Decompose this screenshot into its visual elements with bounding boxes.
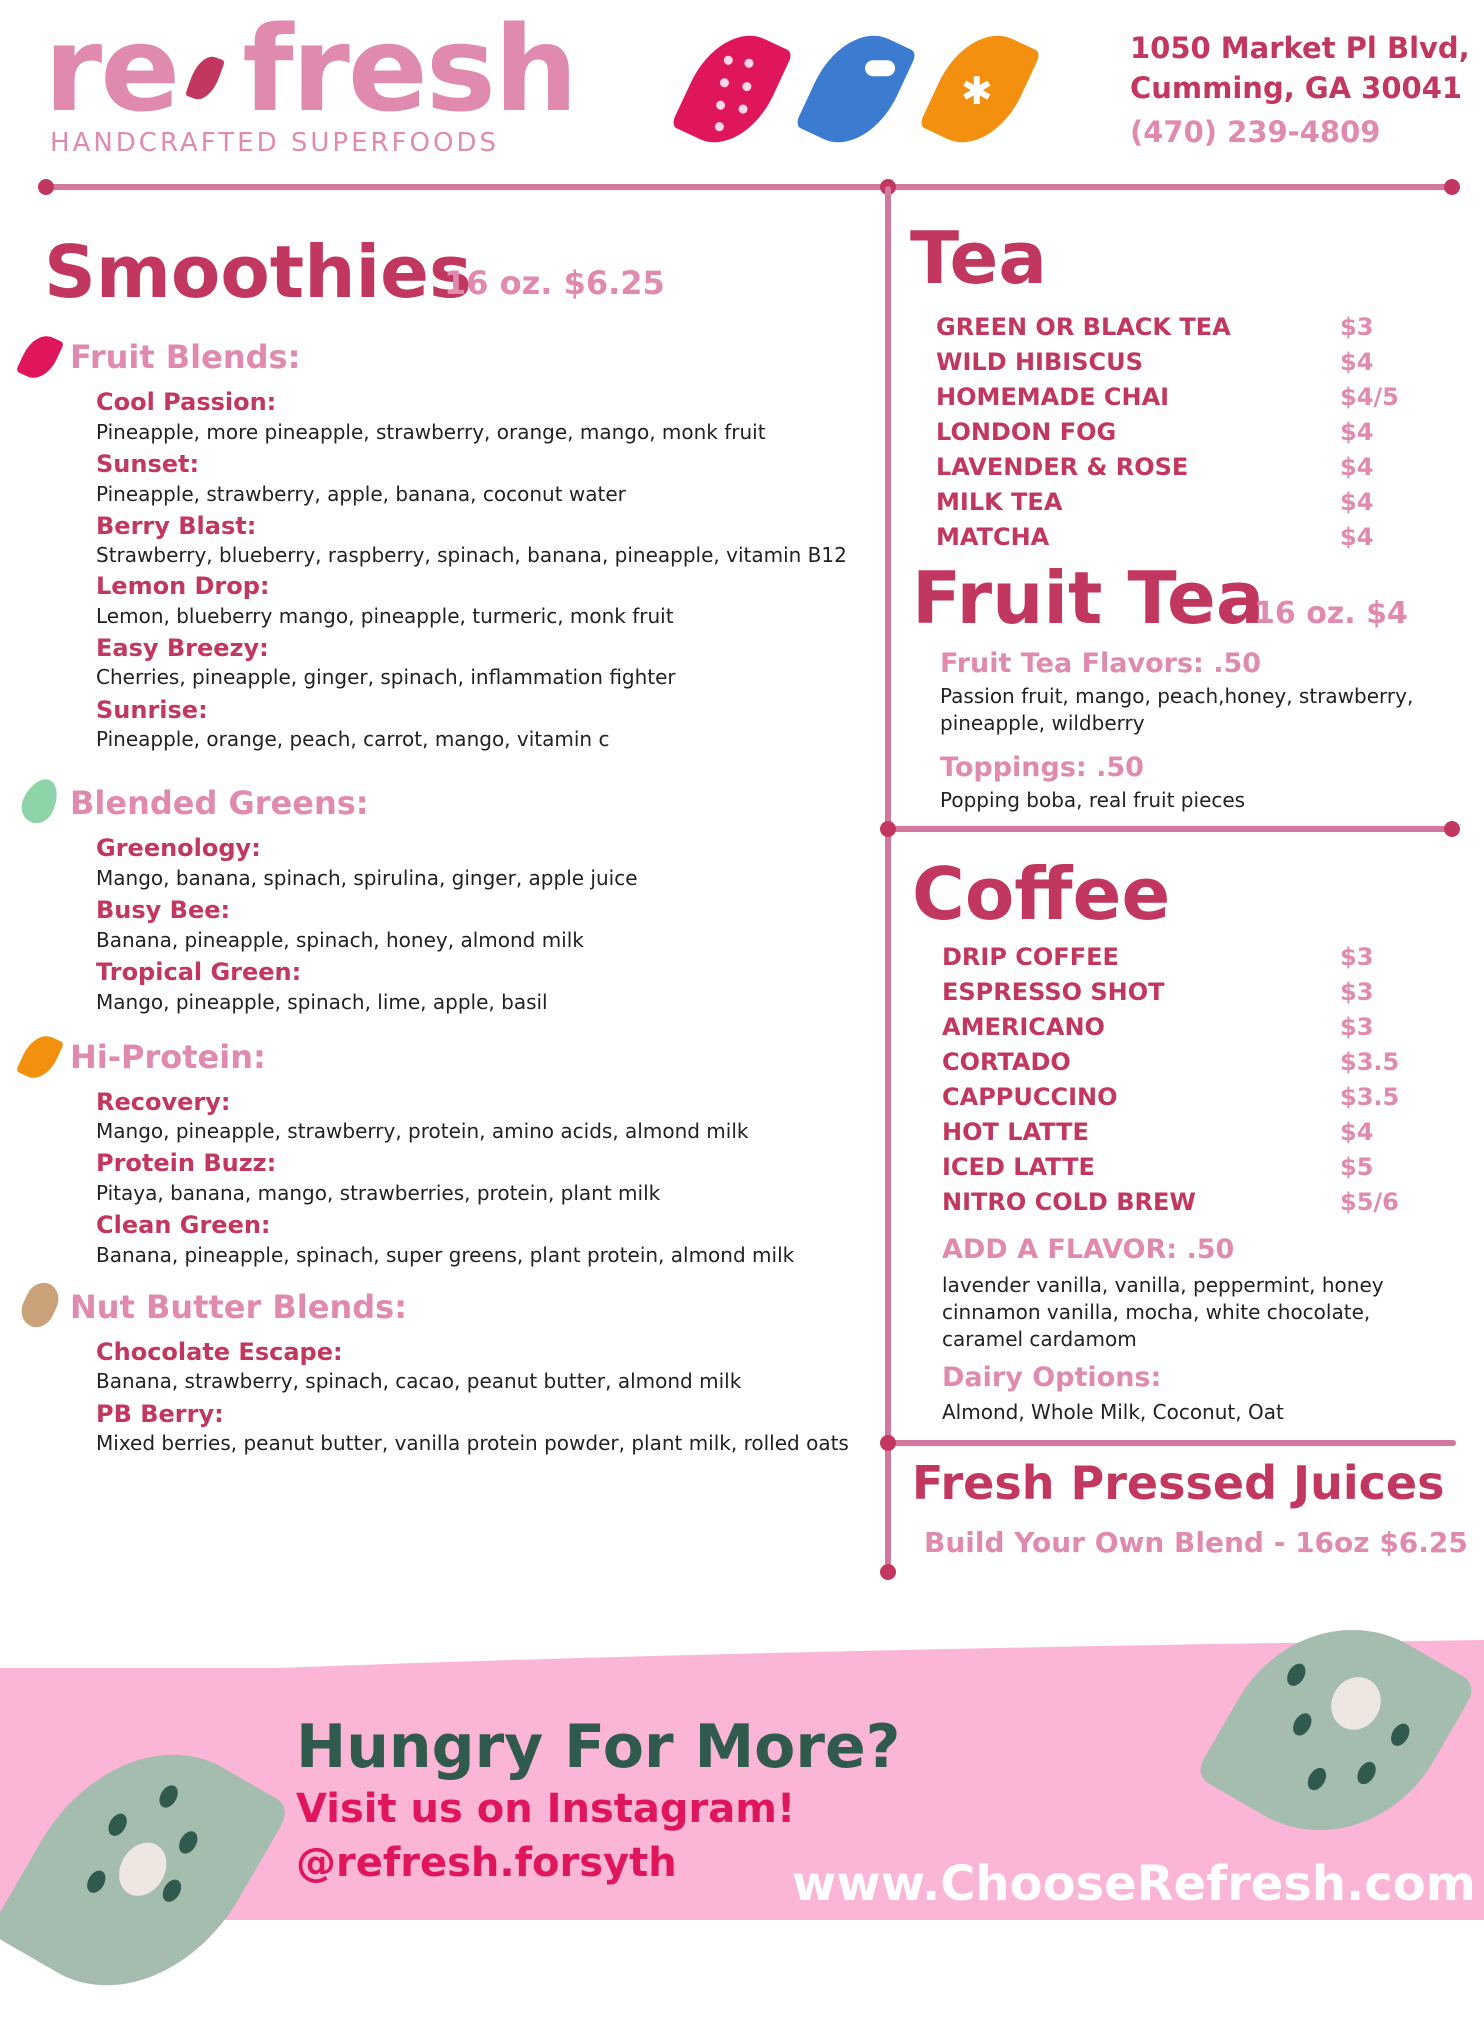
divider-dot — [880, 821, 896, 837]
logo-right: fresh — [242, 0, 577, 138]
tea-item: HOMEMADE CHAI — [936, 383, 1170, 411]
avocado-icon — [16, 773, 64, 828]
divider-dot — [1444, 821, 1460, 837]
tea-price: $4 — [1340, 488, 1374, 516]
fruit-tea-flavors-head: Fruit Tea Flavors: .50 — [940, 648, 1262, 679]
phone-number: (470) 239-4809 — [1130, 115, 1381, 149]
item-name: Busy Bee: — [96, 896, 231, 924]
tea-item: LONDON FOG — [936, 418, 1117, 446]
item-desc: Banana, strawberry, spinach, cacao, peanut butter, almond milk — [96, 1369, 742, 1393]
tea-price: $4 — [1340, 418, 1374, 446]
item-desc: Pitaya, banana, mango, strawberries, protein, plant milk — [96, 1181, 661, 1205]
category-blended-greens: Blended Greens: — [70, 784, 369, 822]
coffee-price: $5 — [1340, 1153, 1374, 1181]
item-name: Sunrise: — [96, 696, 208, 724]
fruit-tea-size-price: 16 oz. $4 — [1254, 596, 1408, 631]
coffee-item: ESPRESSO SHOT — [942, 978, 1165, 1006]
item-desc: Strawberry, blueberry, raspberry, spinach, banana, pineapple, vitamin B12 — [96, 543, 847, 567]
logo-wordmark — [44, 0, 577, 138]
logo-left: re — [44, 0, 179, 138]
fruit-tea-flavors-text: Passion fruit, mango, peach,honey, strawberry, pineapple, wildberry — [940, 684, 1414, 735]
tea-title: Tea — [910, 216, 1047, 300]
category-nut-butter: Nut Butter Blends: — [70, 1288, 407, 1326]
category-hi-protein: Hi-Protein: — [70, 1038, 266, 1076]
tea-price: $3 — [1340, 313, 1374, 341]
item-desc: Mango, pineapple, strawberry, protein, amino acids, almond milk — [96, 1119, 749, 1143]
item-desc: Mixed berries, peanut butter, vanilla protein powder, plant milk, rolled oats — [96, 1431, 849, 1455]
item-desc: Pineapple, orange, peach, carrot, mango, vitamin c — [96, 727, 610, 751]
website-link[interactable]: www.ChooseRefresh.com — [792, 1856, 1476, 1912]
orange-leaf-icon: ✱ — [919, 19, 1041, 160]
tea-item: GREEN OR BLACK TEA — [936, 313, 1231, 341]
add-flavor-head: ADD A FLAVOR: .50 — [942, 1234, 1235, 1265]
top-divider — [44, 184, 1456, 190]
tea-price: $4 — [1340, 453, 1374, 481]
juices-subtitle: Build Your Own Blend - 16oz $6.25 — [924, 1526, 1468, 1559]
coffee-divider — [888, 826, 1456, 832]
item-desc: Banana, pineapple, spinach, honey, almond milk — [96, 928, 584, 952]
address-block — [1130, 28, 1470, 152]
instagram-callout: Visit us on Instagram! — [296, 1786, 796, 1832]
item-desc: Mango, banana, spinach, spirulina, ginger, apple juice — [96, 866, 638, 890]
leaf-icon — [185, 52, 225, 104]
tea-price: $4 — [1340, 348, 1374, 376]
toppings-text: Popping boba, real fruit pieces — [940, 788, 1246, 812]
coffee-item: NITRO COLD BREW — [942, 1188, 1196, 1216]
item-name: Tropical Green: — [96, 958, 302, 986]
item-desc: Cherries, pineapple, ginger, spinach, inflammation fighter — [96, 665, 676, 689]
coffee-item: DRIP COFFEE — [942, 943, 1119, 971]
item-desc: Banana, pineapple, spinach, super greens, plant protein, almond milk — [96, 1243, 795, 1267]
item-desc: Pineapple, more pineapple, strawberry, orange, mango, monk fruit — [96, 420, 766, 444]
blueberry-leaf-icon — [795, 19, 917, 160]
tea-item: MATCHA — [936, 523, 1050, 551]
juices-title: Fresh Pressed Juices — [912, 1456, 1445, 1510]
item-desc: Lemon, blueberry mango, pineapple, turmeric, monk fruit — [96, 604, 674, 628]
coffee-item: CAPPUCCINO — [942, 1083, 1118, 1111]
item-name: Lemon Drop: — [96, 572, 270, 600]
item-desc: Mango, pineapple, spinach, lime, apple, basil — [96, 990, 548, 1014]
coffee-item: ICED LATTE — [942, 1153, 1095, 1181]
coffee-item: CORTADO — [942, 1048, 1071, 1076]
tea-item: MILK TEA — [936, 488, 1063, 516]
tea-item: LAVENDER & ROSE — [936, 453, 1189, 481]
address-line1: 1050 Market Pl Blvd, — [1130, 31, 1470, 65]
item-name: Protein Buzz: — [96, 1149, 277, 1177]
divider-dot — [1444, 179, 1460, 195]
juice-divider — [888, 1440, 1456, 1446]
coffee-price: $3.5 — [1340, 1083, 1400, 1111]
dairy-text: Almond, Whole Milk, Coconut, Oat — [942, 1400, 1284, 1424]
coffee-price: $3 — [1340, 1013, 1374, 1041]
category-fruit-blends: Fruit Blends: — [70, 338, 301, 376]
tagline: HANDCRAFTED SUPERFOODS — [50, 128, 499, 158]
coffee-price: $5/6 — [1340, 1188, 1399, 1216]
add-flavor-text: lavender vanilla, vanilla, peppermint, honey cinnamon vanilla, mocha, white chocolate, caramel cardamom — [942, 1273, 1384, 1351]
tea-price: $4/5 — [1340, 383, 1399, 411]
item-name: Chocolate Escape: — [96, 1338, 343, 1366]
footer-headline: Hungry For More? — [296, 1712, 901, 1782]
address-line2: Cumming, GA 30041 — [1130, 71, 1463, 105]
dairy-head: Dairy Options: — [942, 1362, 1162, 1393]
item-name: Easy Breezy: — [96, 634, 269, 662]
item-name: Berry Blast: — [96, 512, 257, 540]
coffee-price: $3 — [1340, 978, 1374, 1006]
center-divider — [885, 186, 891, 1566]
orange-icon — [16, 1029, 64, 1084]
item-name: Recovery: — [96, 1088, 231, 1116]
instagram-handle[interactable]: @refresh.forsyth — [296, 1840, 677, 1886]
tea-item: WILD HIBISCUS — [936, 348, 1143, 376]
smoothies-size-price: 16 oz. $6.25 — [444, 264, 665, 302]
peanut-icon — [16, 1277, 64, 1332]
item-name: Sunset: — [96, 450, 200, 478]
item-name: Greenology: — [96, 834, 261, 862]
item-desc: Pineapple, strawberry, apple, banana, coconut water — [96, 482, 626, 506]
coffee-price: $3.5 — [1340, 1048, 1400, 1076]
strawberry-leaf-icon — [671, 19, 793, 160]
coffee-item: AMERICANO — [942, 1013, 1105, 1041]
fruit-tea-title: Fruit Tea — [912, 556, 1265, 640]
item-name: PB Berry: — [96, 1400, 224, 1428]
tea-price: $4 — [1340, 523, 1374, 551]
item-name: Cool Passion: — [96, 388, 277, 416]
coffee-title: Coffee — [912, 852, 1171, 936]
divider-dot — [38, 179, 54, 195]
coffee-price: $4 — [1340, 1118, 1374, 1146]
divider-dot — [880, 1435, 896, 1451]
coffee-price: $3 — [1340, 943, 1374, 971]
smoothies-title: Smoothies — [44, 230, 472, 314]
coffee-item: HOT LATTE — [942, 1118, 1089, 1146]
toppings-head: Toppings: .50 — [940, 752, 1144, 783]
item-name: Clean Green: — [96, 1211, 271, 1239]
strawberry-icon — [16, 329, 64, 384]
divider-dot — [880, 1564, 896, 1580]
